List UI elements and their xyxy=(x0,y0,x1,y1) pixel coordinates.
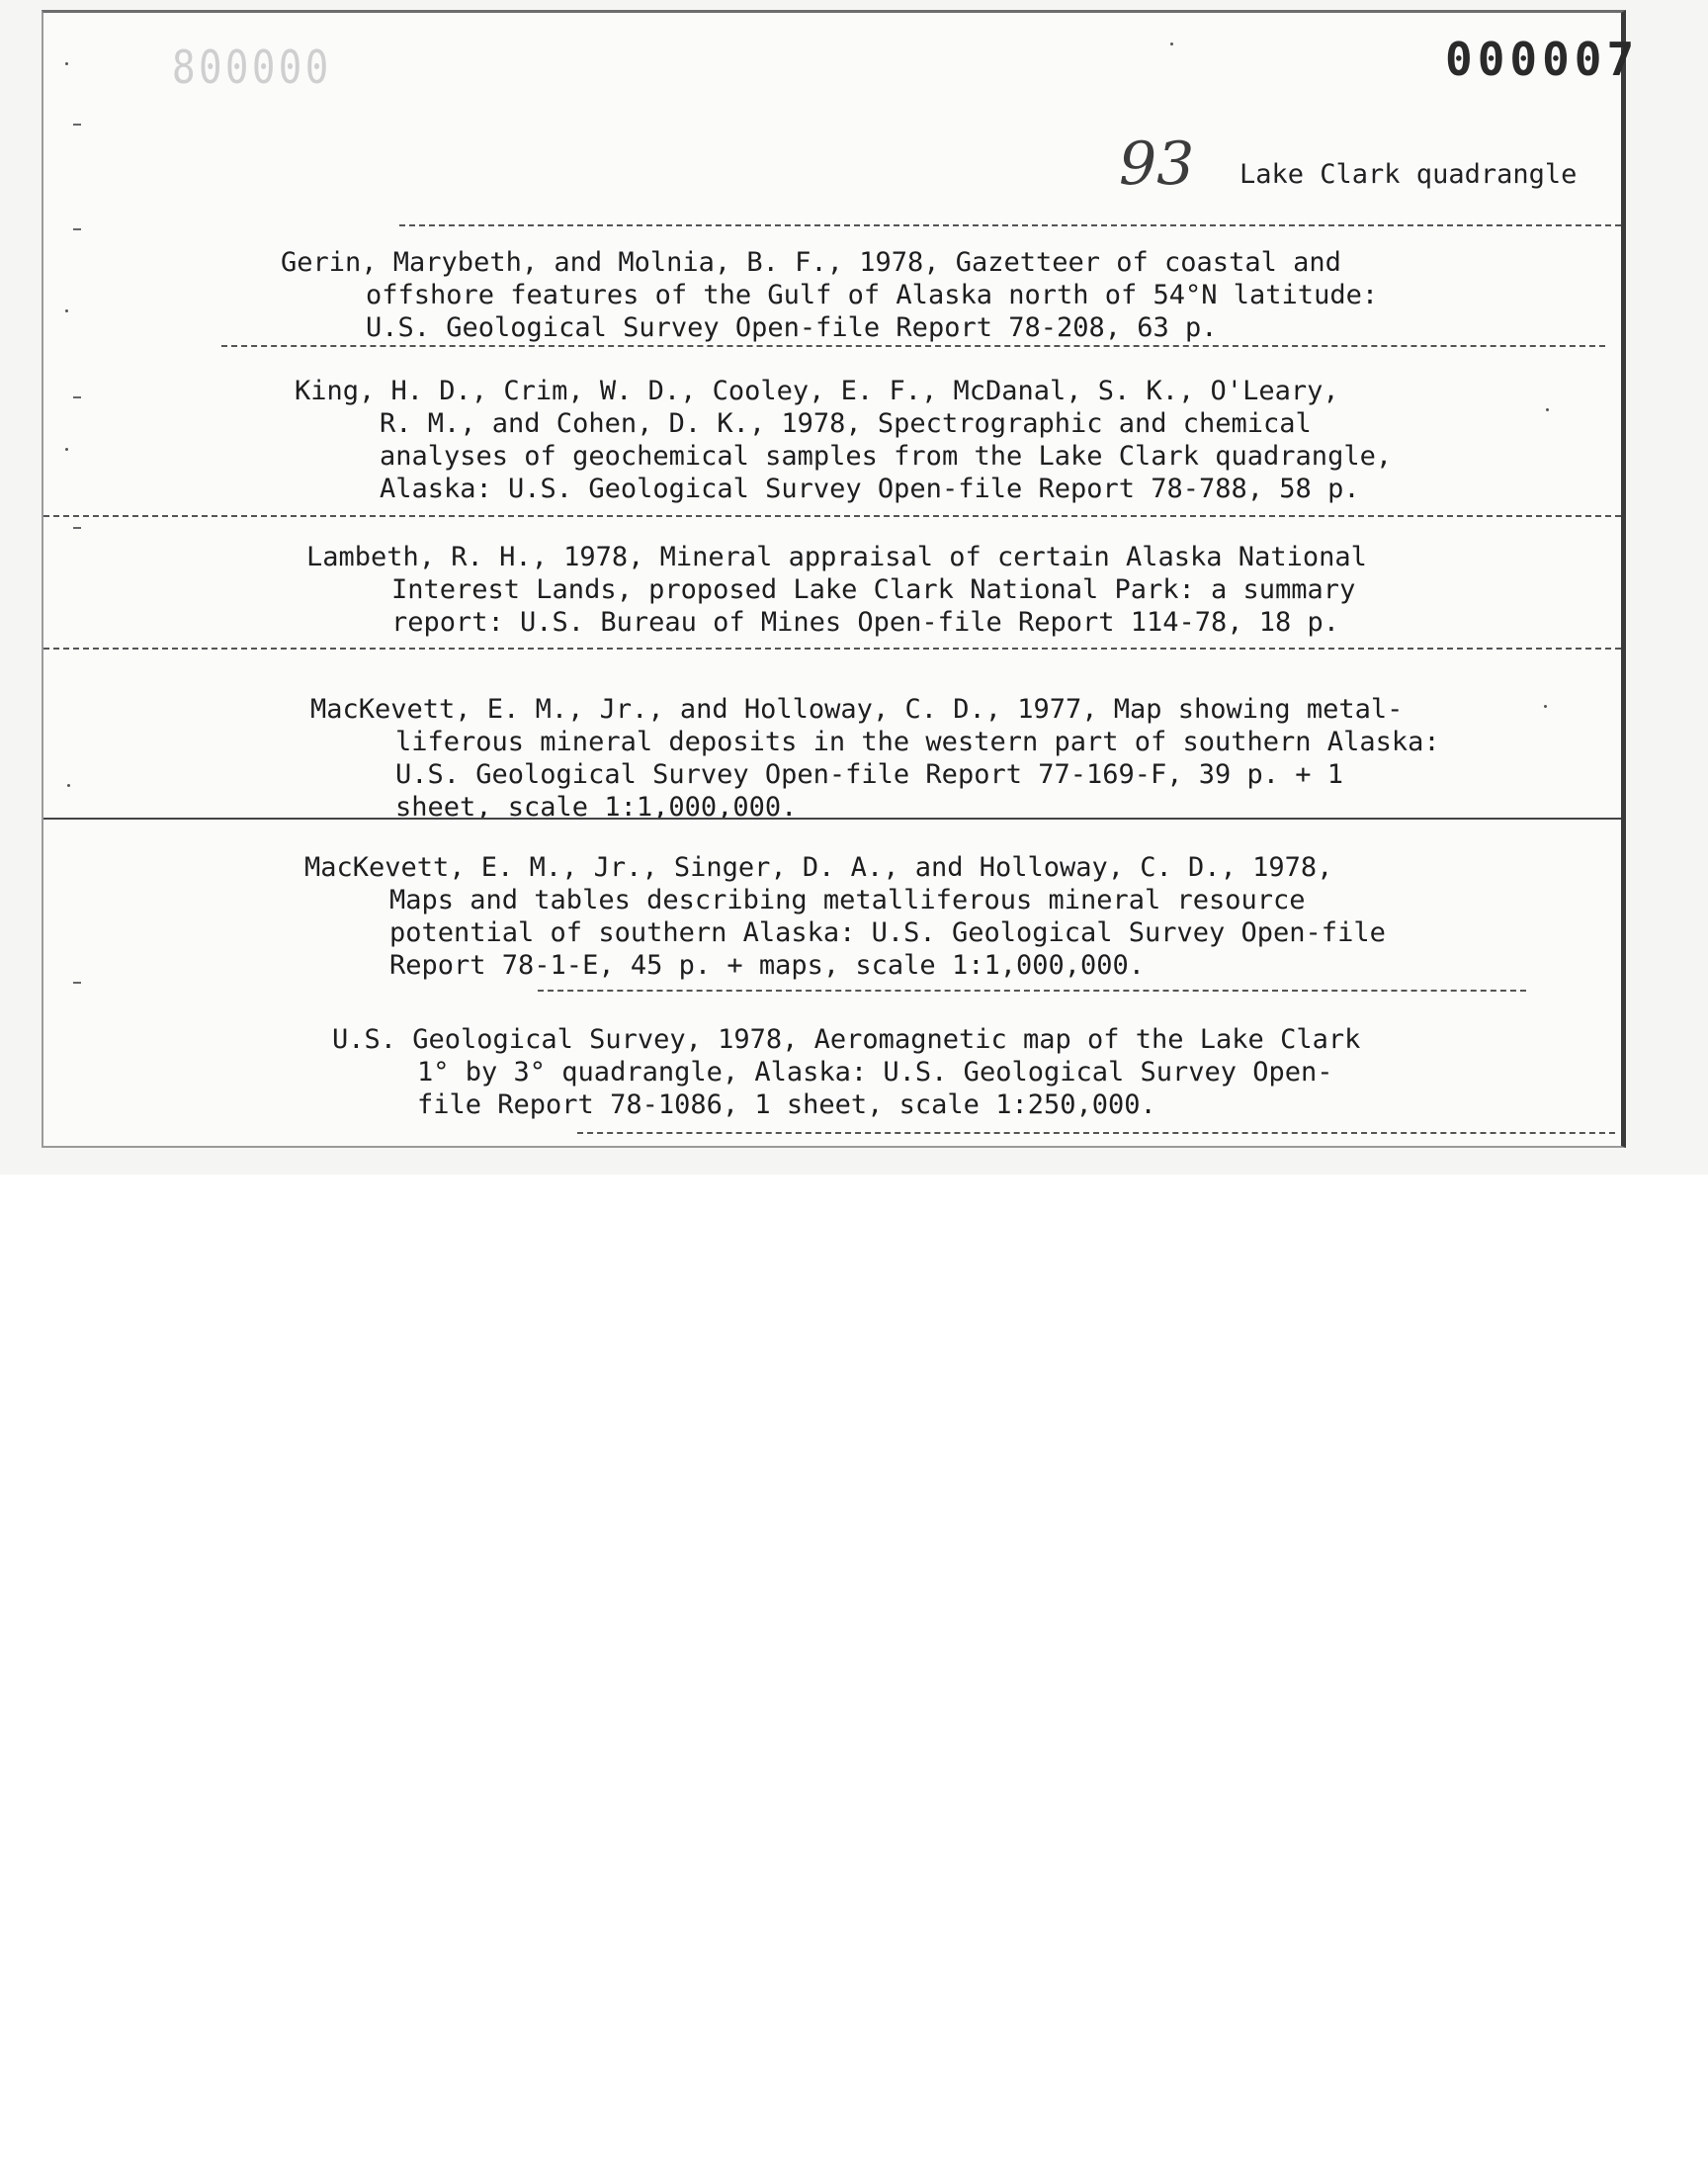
reference-line: Alaska: U.S. Geological Survey Open-file Report 78-788, 58 p. xyxy=(380,474,1360,504)
reference-line: U.S. Geological Survey, 1978, Aeromagnetic map of the Lake Clark xyxy=(332,1024,1361,1055)
scan-speck xyxy=(67,784,70,787)
separator-line xyxy=(43,818,1621,820)
scan-speck xyxy=(65,448,68,451)
scan-speck xyxy=(65,62,68,65)
reference-line: Interest Lands, proposed Lake Clark National Park: a summary xyxy=(391,574,1356,605)
scan-speck xyxy=(1546,408,1549,411)
reference-line: Report 78-1-E, 45 p. + maps, scale 1:1,000,000. xyxy=(389,950,1146,981)
reference-line: King, H. D., Crim, W. D., Cooley, E. F., McDanal, S. K., O'Leary, xyxy=(295,376,1339,406)
reference-entry-mackevett-1978 xyxy=(304,851,1386,982)
scan-speck xyxy=(73,228,81,230)
separator-line xyxy=(43,515,1621,517)
reference-line: MacKevett, E. M., Jr., Singer, D. A., and Holloway, C. D., 1978, xyxy=(304,852,1333,883)
scan-speck xyxy=(73,982,81,984)
reference-line: U.S. Geological Survey Open-file Report 78-208, 63 p. xyxy=(366,312,1218,343)
reference-line: report: U.S. Bureau of Mines Open-file Report 114-78, 18 p. xyxy=(391,607,1340,638)
reference-line: MacKevett, E. M., Jr., and Holloway, C. D., 1977, Map showing metal- xyxy=(310,694,1404,725)
faded-card-number: 800000 xyxy=(172,41,332,94)
separator-line xyxy=(538,990,1526,992)
reference-line: offshore features of the Gulf of Alaska north of 54°N latitude: xyxy=(366,280,1379,310)
reference-card xyxy=(42,10,1640,1148)
scan-speck xyxy=(73,527,81,529)
separator-line xyxy=(221,345,1605,347)
reference-entry-king xyxy=(295,375,1392,505)
quadrangle-title: Lake Clark quadrangle xyxy=(1239,159,1578,190)
reference-line: Lambeth, R. H., 1978, Mineral appraisal of certain Alaska National xyxy=(306,542,1367,572)
reference-line: U.S. Geological Survey Open-file Report 77-169-F, 39 p. + 1 xyxy=(395,759,1344,790)
reference-line: Maps and tables describing metalliferous mineral resource xyxy=(389,885,1306,915)
scan-speck xyxy=(1170,43,1173,45)
reference-line: liferous mineral deposits in the western part of southern Alaska: xyxy=(395,727,1440,757)
reference-line: 1° by 3° quadrangle, Alaska: U.S. Geological Survey Open- xyxy=(417,1057,1333,1088)
separator-line xyxy=(577,1132,1615,1134)
reference-line: analyses of geochemical samples from the Lake Clark quadrangle, xyxy=(380,441,1393,472)
separator-line xyxy=(43,648,1621,650)
reference-entry-mackevett-1977 xyxy=(310,693,1440,824)
handwritten-number: 93 xyxy=(1119,130,1195,199)
separator-line xyxy=(399,224,1621,226)
reference-entry-lambeth xyxy=(306,541,1367,639)
scan-speck xyxy=(73,396,81,398)
scan-speck xyxy=(65,309,68,312)
reference-line: file Report 78-1086, 1 sheet, scale 1:250,000. xyxy=(417,1089,1156,1120)
reference-entry-usgs xyxy=(332,1023,1360,1121)
reference-line: sheet, scale 1:1,000,000. xyxy=(395,792,798,823)
reference-line: Gerin, Marybeth, and Molnia, B. F., 1978, Gazetteer of coastal and xyxy=(281,247,1341,278)
card-number: 000007 xyxy=(1445,33,1640,86)
reference-line: potential of southern Alaska: U.S. Geological Survey Open-file xyxy=(389,917,1386,948)
scan-speck xyxy=(1544,705,1547,708)
reference-line: R. M., and Cohen, D. K., 1978, Spectrographic and chemical xyxy=(380,408,1312,439)
scan-speck xyxy=(73,124,81,126)
reference-entry-gerin xyxy=(281,246,1378,344)
